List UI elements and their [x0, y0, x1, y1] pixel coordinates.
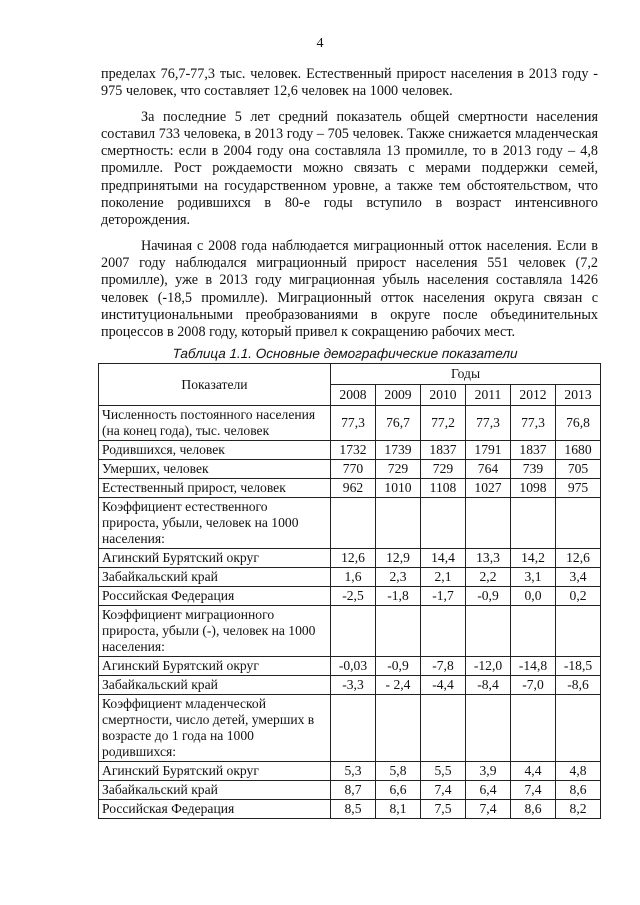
table-cell: 8,7 — [331, 781, 376, 800]
table-cell: 5,5 — [421, 762, 466, 781]
table-cell: 76,7 — [376, 406, 421, 441]
year-header-cell: 2011 — [466, 385, 511, 406]
table-cell: 0,2 — [556, 587, 601, 606]
table-row — [99, 676, 601, 695]
page-number: 4 — [316, 36, 324, 51]
row-label: Забайкальский край — [99, 676, 331, 695]
table-cell: 1010 — [376, 479, 421, 498]
table-cell — [511, 695, 556, 762]
table-row — [99, 657, 601, 676]
table-row — [99, 441, 601, 460]
table-row — [99, 460, 601, 479]
table-cell — [556, 606, 601, 657]
table-cell: 8,2 — [556, 800, 601, 819]
table-cell: 770 — [331, 460, 376, 479]
table-cell: -2,5 — [331, 587, 376, 606]
table-cell: 1732 — [331, 441, 376, 460]
table-cell: -0,03 — [331, 657, 376, 676]
paragraph-2: За последние 5 лет средний показатель общей смертности населения составил 733 человека, в 2013 году – 705 человек. Также снижается младенческая смертность: если в 2004 году она составляла 13 промилле, то в 2013 году – 4,8 промилле. Рост рождаемости можно связать с мерами поддержки семей, предпринятыми на государственном уровне, а также тем обстоятельством, что поколение родившихся в 80-е годы вступило в возраст интенсивного деторождения. — [101, 108, 598, 229]
table-cell: -7,8 — [421, 657, 466, 676]
table-cell — [511, 498, 556, 549]
table-cell — [466, 498, 511, 549]
table-cell: 1791 — [466, 441, 511, 460]
year-header-cell: 2008 — [331, 385, 376, 406]
table-row — [99, 762, 601, 781]
table-cell: 4,8 — [556, 762, 601, 781]
table-cell: 0,0 — [511, 587, 556, 606]
row-label: Коэффициент естественного прироста, убыли, человек на 1000 населения: — [99, 498, 331, 549]
body-text — [101, 66, 598, 341]
table-cell: -0,9 — [376, 657, 421, 676]
row-label: Родившихся, человек — [99, 441, 331, 460]
table-cell: 14,2 — [511, 549, 556, 568]
indicator-header: Показатели — [99, 364, 331, 406]
year-header-cell: 2013 — [556, 385, 601, 406]
table-cell — [331, 606, 376, 657]
table-cell — [376, 695, 421, 762]
table-cell: 8,6 — [511, 800, 556, 819]
table-row — [99, 606, 601, 657]
demographics-table — [98, 363, 601, 819]
table-cell — [466, 606, 511, 657]
table-cell: 77,3 — [331, 406, 376, 441]
table-cell: -1,7 — [421, 587, 466, 606]
table-cell: 1837 — [511, 441, 556, 460]
table-row — [99, 406, 601, 441]
table-cell: 729 — [376, 460, 421, 479]
table-cell: 975 — [556, 479, 601, 498]
table-cell: 14,4 — [421, 549, 466, 568]
years-header: Годы — [331, 364, 601, 385]
table-cell: -14,8 — [511, 657, 556, 676]
table-cell: -8,4 — [466, 676, 511, 695]
year-header-cell: 2010 — [421, 385, 466, 406]
table-cell: 12,9 — [376, 549, 421, 568]
table-cell: -18,5 — [556, 657, 601, 676]
year-header-cell: 2012 — [511, 385, 556, 406]
table-cell: 7,5 — [421, 800, 466, 819]
table-row — [99, 781, 601, 800]
table-cell: 2,1 — [421, 568, 466, 587]
table-cell: 1680 — [556, 441, 601, 460]
table-row — [99, 549, 601, 568]
table-cell: -0,9 — [466, 587, 511, 606]
table-cell: -4,4 — [421, 676, 466, 695]
row-label: Агинский Бурятский округ — [99, 762, 331, 781]
year-header-cell: 2009 — [376, 385, 421, 406]
row-label: Численность постоянного населения (на конец года), тыс. человек — [99, 406, 331, 441]
table-cell — [421, 695, 466, 762]
table-cell — [556, 695, 601, 762]
row-label: Забайкальский край — [99, 568, 331, 587]
table-cell: 77,3 — [511, 406, 556, 441]
table-cell: 77,3 — [466, 406, 511, 441]
table-cell: 8,6 — [556, 781, 601, 800]
table-cell — [556, 498, 601, 549]
table-cell: 76,8 — [556, 406, 601, 441]
table-cell — [511, 606, 556, 657]
table-cell: 7,4 — [421, 781, 466, 800]
paragraph-1: пределах 76,7-77,3 тыс. человек. Естественный прирост населения в 2013 году - 975 человек, что составляет 12,6 человек на 1000 человек. — [101, 66, 598, 100]
table-cell: 6,6 — [376, 781, 421, 800]
table-cell: 8,5 — [331, 800, 376, 819]
table-cell: 3,9 — [466, 762, 511, 781]
table-cell — [376, 606, 421, 657]
row-label: Российская Федерация — [99, 587, 331, 606]
table-cell: 729 — [421, 460, 466, 479]
table-cell — [376, 498, 421, 549]
table-cell: 7,4 — [511, 781, 556, 800]
table-row — [99, 498, 601, 549]
table-cell: -3,3 — [331, 676, 376, 695]
table-caption: Таблица 1.1. Основные демографические показатели — [172, 346, 518, 361]
row-label: Забайкальский край — [99, 781, 331, 800]
table-cell: -12,0 — [466, 657, 511, 676]
table-cell — [421, 498, 466, 549]
table-cell: 77,2 — [421, 406, 466, 441]
table-cell: 6,4 — [466, 781, 511, 800]
table-cell: 1027 — [466, 479, 511, 498]
table-cell: 1837 — [421, 441, 466, 460]
table-row — [99, 800, 601, 819]
table-cell: 3,1 — [511, 568, 556, 587]
table-row — [99, 695, 601, 762]
table-cell: 1,6 — [331, 568, 376, 587]
table-row — [99, 587, 601, 606]
table-cell: 5,8 — [376, 762, 421, 781]
table-cell: - 2,4 — [376, 676, 421, 695]
row-label: Коэффициент младенческой смертности, число детей, умерших в возрасте до 1 года на 1000 родившихся: — [99, 695, 331, 762]
row-label: Умерших, человек — [99, 460, 331, 479]
table-cell: 764 — [466, 460, 511, 479]
table-cell: 705 — [556, 460, 601, 479]
table-cell: 739 — [511, 460, 556, 479]
table-cell: 1739 — [376, 441, 421, 460]
table-cell: -7,0 — [511, 676, 556, 695]
table-cell: 5,3 — [331, 762, 376, 781]
row-label: Агинский Бурятский округ — [99, 657, 331, 676]
table-cell: -8,6 — [556, 676, 601, 695]
table-cell: 2,2 — [466, 568, 511, 587]
table-cell — [331, 498, 376, 549]
table-cell: 13,3 — [466, 549, 511, 568]
table-cell — [466, 695, 511, 762]
table-cell: 2,3 — [376, 568, 421, 587]
row-label: Естественный прирост, человек — [99, 479, 331, 498]
table-row — [99, 568, 601, 587]
table-cell: 7,4 — [466, 800, 511, 819]
row-label: Агинский Бурятский округ — [99, 549, 331, 568]
table-cell: -1,8 — [376, 587, 421, 606]
table-cell: 1108 — [421, 479, 466, 498]
table-cell: 12,6 — [556, 549, 601, 568]
table-cell — [421, 606, 466, 657]
row-label: Коэффициент миграционного прироста, убыли (-), человек на 1000 населения: — [99, 606, 331, 657]
paragraph-3: Начиная с 2008 года наблюдается миграционный отток населения. Если в 2007 году наблюдался миграционный прирост населения 551 человек (7,2 промилле), уже в 2013 году миграционная убыль населения составляла 1426 человек (-18,5 промилле). Миграционный отток населения округа связан с институциональными преобразованиями в округе после объединительных процессов в 2008 году, который привел к сокращению рабочих мест. — [101, 237, 598, 341]
table-row — [99, 479, 601, 498]
table-cell: 4,4 — [511, 762, 556, 781]
table-cell: 3,4 — [556, 568, 601, 587]
table-cell: 1098 — [511, 479, 556, 498]
table-cell: 962 — [331, 479, 376, 498]
table-cell: 12,6 — [331, 549, 376, 568]
table-cell — [331, 695, 376, 762]
table-cell: 8,1 — [376, 800, 421, 819]
row-label: Российская Федерация — [99, 800, 331, 819]
